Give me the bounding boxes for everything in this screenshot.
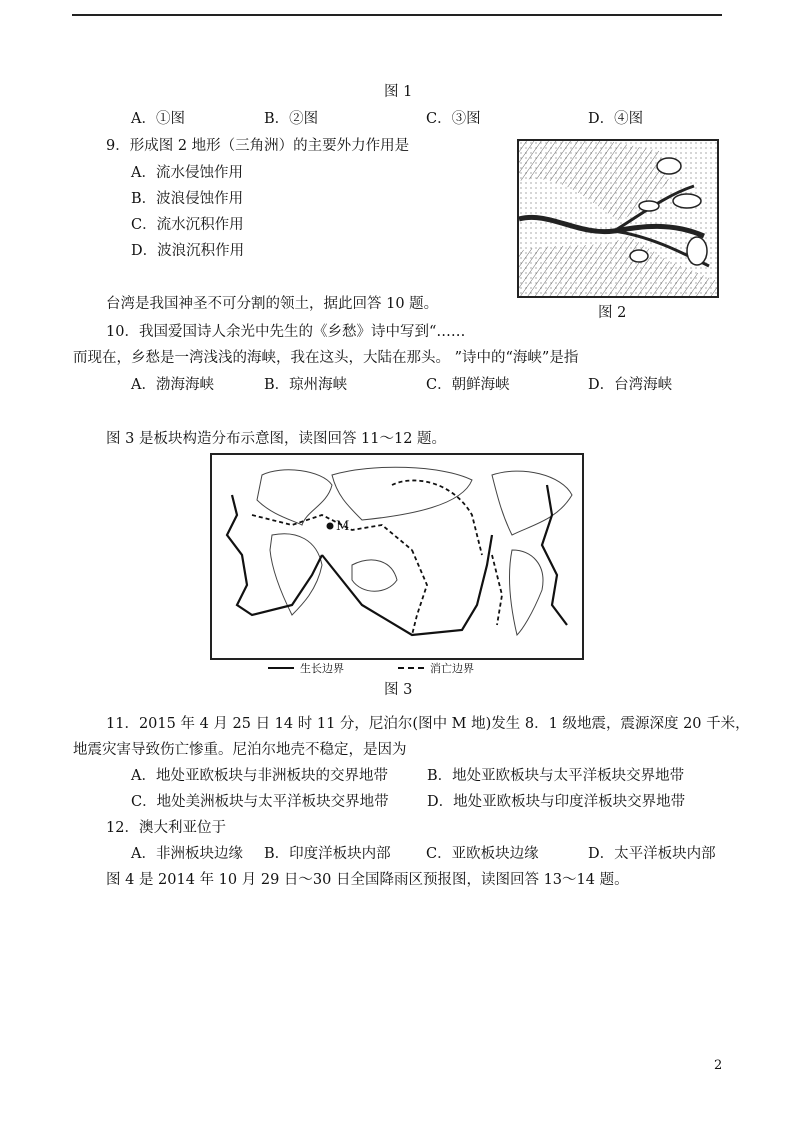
q10-option-c: C．朝鲜海峡 xyxy=(426,377,510,393)
q9-option-d: D．波浪沉积作用 xyxy=(131,243,245,259)
legend-dashed-line-swatch xyxy=(398,667,424,669)
q12-stem: 12．澳大利亚位于 xyxy=(106,820,226,836)
q8-option-b: B．②图 xyxy=(264,111,319,127)
q12-option-b: B．印度洋板块内部 xyxy=(264,846,391,862)
point-m-label: M xyxy=(336,519,350,534)
q12-option-a: A．非洲板块边缘 xyxy=(131,846,243,862)
q11-option-d: D．地处亚欧板块与印度洋板块交界地带 xyxy=(427,794,686,810)
figure2-caption: 图 2 xyxy=(598,305,627,321)
q9-stem: 9．形成图 2 地形（三角洲）的主要外力作用是 xyxy=(106,138,410,154)
q9-option-b: B．波浪侵蚀作用 xyxy=(131,191,244,207)
page-number: 2 xyxy=(714,1058,723,1073)
intro-q10: 台湾是我国神圣不可分割的领土，据此回答 10 题。 xyxy=(106,296,439,312)
legend-solid-line-swatch xyxy=(268,667,294,669)
q10-option-a: A．渤海海峡 xyxy=(131,377,214,393)
q11-option-a: A．地处亚欧板块与非洲板块的交界地带 xyxy=(131,768,388,784)
figure3-caption: 图 3 xyxy=(384,682,413,698)
plate-map-illustration xyxy=(212,455,582,658)
q12-option-d: D．太平洋板块内部 xyxy=(588,846,716,862)
q9-option-a: A．流水侵蚀作用 xyxy=(131,165,243,181)
q12-option-c: C．亚欧板块边缘 xyxy=(426,846,539,862)
figure2-delta-map xyxy=(517,139,719,298)
q9-option-c: C．流水沉积作用 xyxy=(131,217,244,233)
legend-growth-label: 生长边界 xyxy=(300,662,344,675)
delta-illustration xyxy=(519,141,717,296)
figure3-plate-map xyxy=(210,453,584,660)
figure1-caption: 图 1 xyxy=(384,84,413,100)
intro-q11: 图 3 是板块构造分布示意图，读图回答 11～12 题。 xyxy=(106,431,447,447)
legend-subduction-boundary xyxy=(398,660,474,676)
q8-option-c: C．③图 xyxy=(426,111,481,127)
legend-growth-boundary xyxy=(268,660,344,676)
q10-option-b: B．琼州海峡 xyxy=(264,377,348,393)
q8-option-a: A．①图 xyxy=(131,111,185,127)
intro-q13: 图 4 是 2014 年 10 月 29 日～30 日全国降雨区预报图，读图回答 13～14 题。 xyxy=(106,872,629,888)
header-rule xyxy=(72,14,722,16)
point-m-marker xyxy=(327,523,334,530)
q11-stem-line2: 地震灾害导致伤亡惨重。尼泊尔地壳不稳定，是因为 xyxy=(73,742,407,758)
q11-option-c: C．地处美洲板块与太平洋板块交界地带 xyxy=(131,794,389,810)
legend-subduction-label: 消亡边界 xyxy=(430,662,474,675)
q10-option-d: D．台湾海峡 xyxy=(588,377,673,393)
q11-stem-line1: 11．2015 年 4 月 25 日 14 时 11 分，尼泊尔(图中 M 地)发生 8．1 级地震，震源深度 20 千米， xyxy=(106,716,750,732)
q10-stem-line2: 而现在，乡愁是一湾浅浅的海峡，我在这头，大陆在那头。 ”诗中的“海峡”是指 xyxy=(73,350,579,366)
q11-option-b: B．地处亚欧板块与太平洋板块交界地带 xyxy=(427,768,685,784)
q8-option-d: D．④图 xyxy=(588,111,644,127)
q10-stem-line1: 10．我国爱国诗人余光中先生的《乡愁》诗中写到“…… xyxy=(106,324,466,340)
